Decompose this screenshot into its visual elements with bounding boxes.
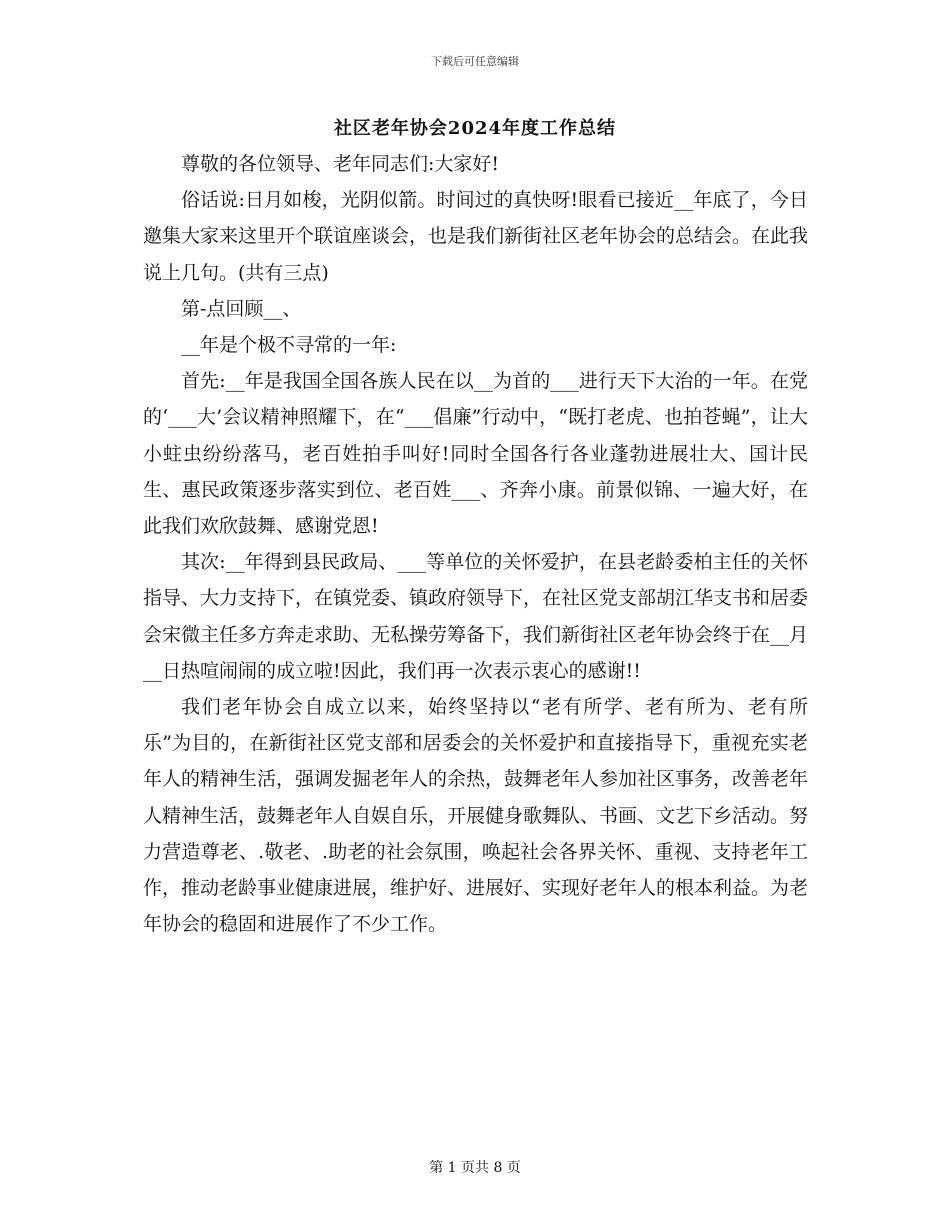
paragraph-year-summary: __年是个极不寻常的一年: — [181, 334, 397, 357]
paragraph-second: 其次:__年得到县民政局、___等单位的关怀爱护，在县老龄委柏主任的关怀指导、大力支持下，在镇党委、镇政府领导下，在社区党支部胡江华支书和居委会宋微主任多方奔走求助、无私操劳筹备下，我们新街社区老年协会终于在__月__日热喧闹闹的成立啦!因此，我们再一次表示衷心的感谢!! — [143, 551, 809, 682]
document-title: 社区老年协会2024年度工作总结 — [333, 118, 617, 139]
paragraph-point-one: 第-点回顾__、 — [181, 297, 302, 320]
paragraph-greeting: 尊敬的各位领导、老年同志们:大家好! — [181, 153, 500, 175]
paragraph-association: 我们老年协会自成立以来，始终坚持以“老有所学、老有所为、老有所乐”为目的，在新街社区党支部和居委会的关怀爱护和直接指导下，重视充实老年人的精神生活，强调发掘老年人的余热，鼓舞老年人参加社区事务，改善老年人精神生活，鼓舞老年人自娱自乐，开展健身歌舞队、书画、文艺下乡活动。努力营造尊老、.敬老、.助老的社会氛围，唤起社会各界关怀、重视、支持老年工作，推动老龄事业健康进展，维护好、进展好、实现好老年人的根本利益。为老年协会的稳固和进展作了不少工作。 — [143, 696, 809, 936]
header-note: 下载后可任意编辑 — [431, 55, 519, 68]
document-body — [143, 146, 808, 942]
paragraph-first: 首先:__年是我国全国各族人民在以__为首的___进行天下大治的一年。在党的‘___大’会议精神照耀下，在“___倡廉”行动中，“既打老虎、也拍苍蝇”，让大小蛀虫纷纷落马，老百姓拍手叫好!同时全国各行各业蓬勃进展壮大、国计民生、惠民政策逐步落实到位、老百姓___、齐奔小康。前景似锦、一遍大好，在此我们欢欣鼓舞、感谢党恩! — [143, 370, 808, 538]
paragraph-intro: 俗话说:日月如梭，光阴似箭。时间过的真快呀!眼看已接近__年底了，今日邀集大家来这里开个联谊座谈会，也是我们新街社区老年协会的总结会。在此我说上几句。(共有三点) — [143, 189, 809, 284]
page-number: 第 1 页共 8 页 — [429, 1160, 521, 1176]
